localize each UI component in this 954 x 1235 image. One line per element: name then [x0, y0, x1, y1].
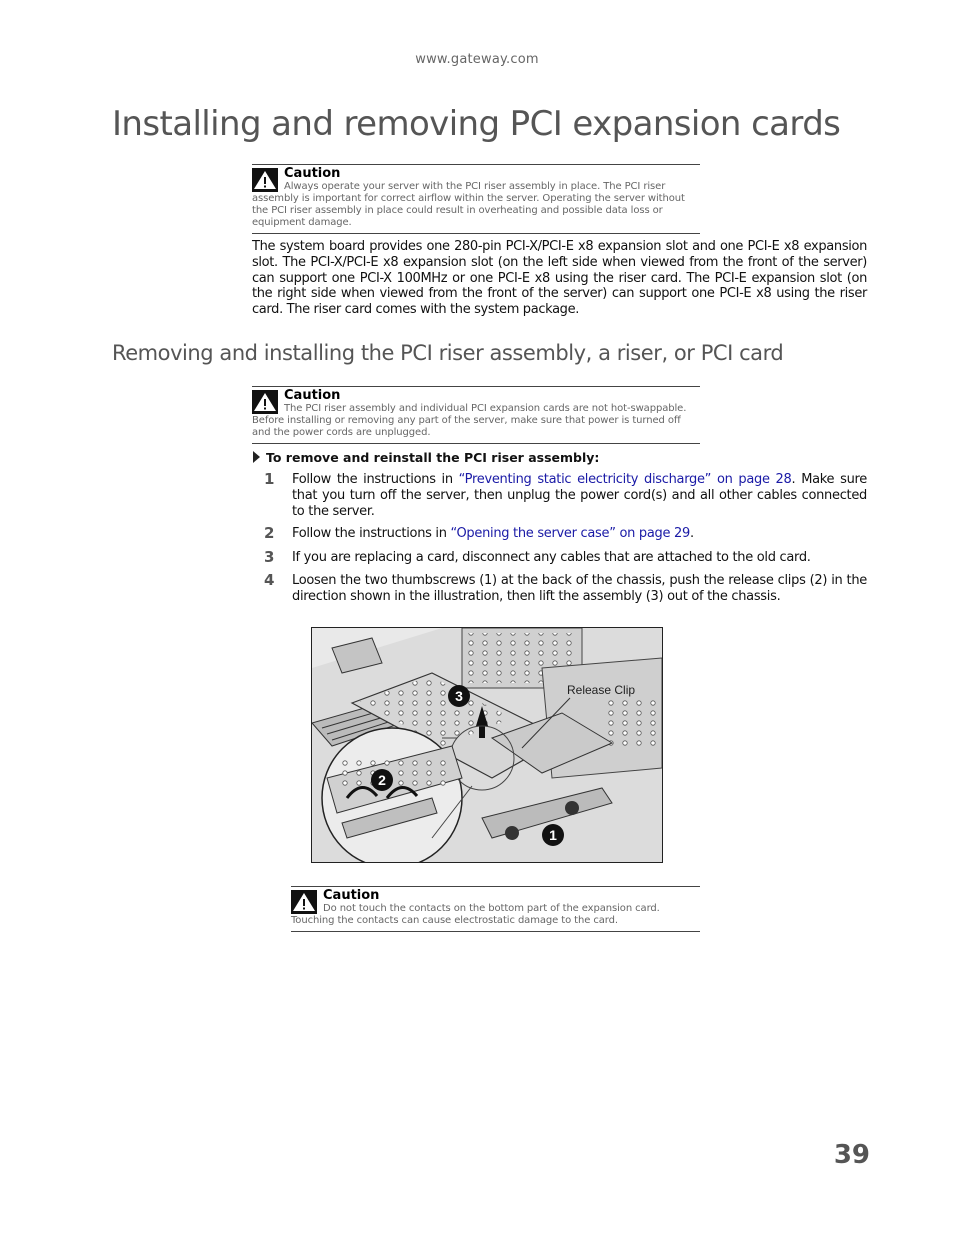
caution-text: Always operate your server with the PCI riser assembly in place. The PCI riser assembly is important for correct airflow within the server. Operating the server without the PCI riser assembly in place could result in overheating and possible data loss or equipment damage. [252, 181, 685, 228]
section-heading: Removing and installing the PCI riser assembly, a riser, or PCI card [112, 341, 784, 365]
caution-title: Caution [284, 388, 341, 403]
step-text: If you are replacing a card, disconnect any cables that are attached to the old card. [292, 550, 811, 565]
step-number: 3 [264, 548, 275, 566]
warning-icon [252, 390, 278, 414]
callout-3: 3 [455, 688, 463, 704]
illustration-drawing [312, 628, 662, 862]
warning-icon [291, 890, 317, 914]
step-3 [264, 550, 867, 566]
caution-text: Do not touch the contacts on the bottom part of the expansion card. Touching the contacts can cause electrostatic damage to the card. [291, 903, 660, 926]
caution-box [291, 886, 700, 932]
arrow-right-icon [253, 451, 260, 463]
step-1 [264, 472, 867, 519]
release-clip-label: Release Clip [567, 683, 636, 697]
callout-2: 2 [378, 772, 386, 788]
warning-icon [252, 168, 278, 192]
riser-removal-illustration [311, 627, 663, 863]
step-number: 4 [264, 571, 275, 589]
step-text: Follow the instructions in “Preventing static electricity discharge” on page 28. Make sure that you turn off the server, then unplug the power cord(s) and all other cables connected to the server. [292, 472, 867, 519]
link-static-discharge[interactable]: “Preventing static electricity discharge” on page 28 [458, 472, 792, 487]
caution-text: The PCI riser assembly and individual PCI expansion cards are not hot-swappable. Before installing or removing any part of the server, make sure that power is turned off and the power cords are unplugged. [252, 403, 687, 438]
step-number: 1 [264, 470, 275, 488]
step-2 [264, 526, 867, 542]
page-title: Installing and removing PCI expansion cards [112, 104, 841, 144]
caution-title: Caution [323, 888, 380, 903]
step-number: 2 [264, 524, 275, 542]
step-text: Follow the instructions in “Opening the server case” on page 29. [292, 526, 694, 541]
page-number: 39 [833, 1140, 870, 1170]
procedure-title-text: To remove and reinstall the PCI riser assembly: [266, 450, 600, 465]
header-url: www.gateway.com [415, 52, 539, 67]
caution-box [252, 386, 700, 444]
callout-1: 1 [549, 827, 557, 843]
caution-title: Caution [284, 166, 341, 181]
intro-paragraph: The system board provides one 280-pin PCI-X/PCI-E x8 expansion slot and one PCI-E x8 expansion slot. The PCI-X/PCI-E x8 expansion slot (on the left side when viewed from the front of the server) can support one PCI-X 100MHz or one PCI-E x8 using the riser card. The PCI-E expansion slot (on the right side when viewed from the front of the server) can support one PCI-E x8 using the riser card. The riser card comes with the system package. [252, 239, 867, 318]
link-opening-case[interactable]: “Opening the server case” on page 29 [450, 526, 690, 541]
caution-box [252, 164, 700, 234]
procedure-title [253, 450, 599, 465]
step-text: Loosen the two thumbscrews (1) at the back of the chassis, push the release clips (2) in the direction shown in the illustration, then lift the assembly (3) out of the chassis. [292, 573, 867, 604]
step-4 [264, 573, 867, 605]
